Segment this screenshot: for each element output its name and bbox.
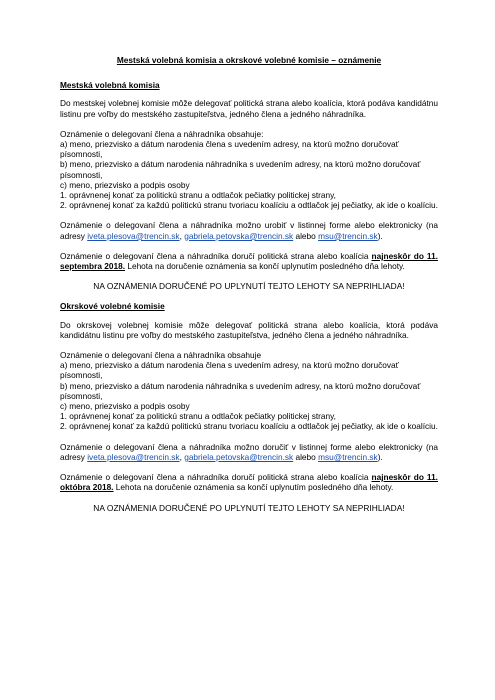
- district-form-paragraph: [60, 442, 438, 462]
- city-deliver-end: Lehota na doručenie oznámenia sa končí uplynutím posledného dňa lehoty.: [125, 261, 405, 272]
- district-intro: Do okrskovej volebnej komisie môže delegovať politická strana alebo koalícia, ktorá podáva kandidátnu listinu pre voľby do mestského zastupiteľstva, jedného člena a jedného náhradníka.: [60, 319, 438, 340]
- district-deliver-text: Oznámenie o delegovaní člena a náhradníka doručí politická strana alebo koalícia: [60, 472, 372, 483]
- district-warning: NA OZNÁMENIA DORUČENÉ PO UPLYNUTÍ TEJTO LEHOTY SA NEPRIHLIADA!: [93, 502, 405, 513]
- separator: ,: [179, 451, 185, 462]
- district-form-text: Oznámenie o delegovaní člena a náhradníka možno doručiť v listinnej forme alebo elektronicky (na adresy: [60, 441, 438, 462]
- district-item-1: 1. oprávnenej konať za politickú stranu a odtlačok pečiatky politickej strany,: [60, 411, 336, 422]
- city-section-heading: Mestská volebná komisia: [60, 80, 160, 91]
- city-form-text: Oznámenie o delegovaní člena a náhradníka možno urobiť v listinnej forme alebo elektronicky (na adresy: [60, 220, 438, 241]
- separator: alebo: [293, 230, 319, 241]
- city-deadline-paragraph: [60, 251, 438, 271]
- district-item-c: c) meno, priezvisko a podpis osoby: [60, 401, 190, 412]
- district-deadline: najneskôr do 11. októbra 2018.: [60, 472, 438, 493]
- city-item-1: 1. oprávnenej konať za politickú stranu a odtlačok pečiatky politickej strany,: [60, 190, 336, 201]
- district-deliver-end: Lehota na doručenie oznámenia sa končí uplynutím posledného dňa lehoty.: [113, 482, 394, 493]
- district-contains-intro: Oznámenie o delegovaní člena a náhradníka obsahuje: [60, 350, 262, 361]
- district-item-b: b) meno, priezvisko a dátum narodenia náhradníka s uvedením adresy, na ktorú možno doručovať písomnosti,: [60, 380, 421, 401]
- city-contains-intro: Oznámenie o delegovaní člena a náhradníka obsahuje:: [60, 128, 264, 139]
- district-email-msu-link[interactable]: msu@trencin.sk: [318, 451, 378, 462]
- district-item-a: a) meno, priezvisko a dátum narodenia člena s uvedením adresy, na ktorú možno doručovať písomnosti,: [60, 360, 399, 381]
- city-item-c: c) meno, priezvisko a podpis osoby: [60, 179, 190, 190]
- city-email-plesova-link[interactable]: iveta.plesova@trencin.sk: [87, 230, 180, 241]
- city-item-b: b) meno, priezvisko a dátum narodenia náhradníka s uvedením adresy, na ktorú možno doručovať písomnosti,: [60, 159, 421, 180]
- document-page: [60, 55, 438, 513]
- separator: ).: [377, 230, 383, 241]
- city-item-a: a) meno, priezvisko a dátum narodenia člena s uvedením adresy, na ktorú možno doručovať písomnosti,: [60, 139, 399, 160]
- district-item-2: 2. oprávnenej konať za každú politickú stranu tvoriacu koalíciu a odtlačok jej pečiatky, ak ide o koalíciu.: [60, 421, 438, 432]
- city-deadline: najneskôr do 11. septembra 2018.: [60, 250, 438, 272]
- document-title: Mestská volebná komisia a okrskové volebné komisie – oznámenie: [116, 55, 382, 65]
- city-email-msu-link[interactable]: msu@trencin.sk: [318, 230, 378, 241]
- district-section-heading: Okrskové volebné komisie: [60, 301, 165, 312]
- separator: alebo: [293, 451, 319, 462]
- city-item-2: 2. oprávnenej konať za každú politickú stranu tvoriacu koalíciu a odtlačok jej pečiatky, ak ide o koalíciu.: [60, 200, 438, 211]
- district-email-plesova-link[interactable]: iveta.plesova@trencin.sk: [87, 451, 180, 462]
- separator: ,: [179, 230, 185, 241]
- district-deadline-paragraph: [60, 472, 438, 492]
- city-form-paragraph: [60, 220, 438, 240]
- city-deliver-text: Oznámenie o delegovaní člena a náhradníka doručí politická strana alebo koalícia: [60, 250, 372, 261]
- city-email-petovska-link[interactable]: gabriela.petovska@trencin.sk: [184, 230, 294, 241]
- city-intro: Do mestskej volebnej komisie môže delegovať politická strana alebo koalícia, ktorá podáva kandidátnu listinu pre voľby do mestského zastupiteľstva, jedného člena a jedného náhradníka.: [60, 98, 438, 119]
- separator: ).: [377, 451, 383, 462]
- city-warning: NA OZNÁMENIA DORUČENÉ PO UPLYNUTÍ TEJTO LEHOTY SA NEPRIHLIADA!: [93, 281, 405, 292]
- district-email-petovska-link[interactable]: gabriela.petovska@trencin.sk: [184, 451, 294, 462]
